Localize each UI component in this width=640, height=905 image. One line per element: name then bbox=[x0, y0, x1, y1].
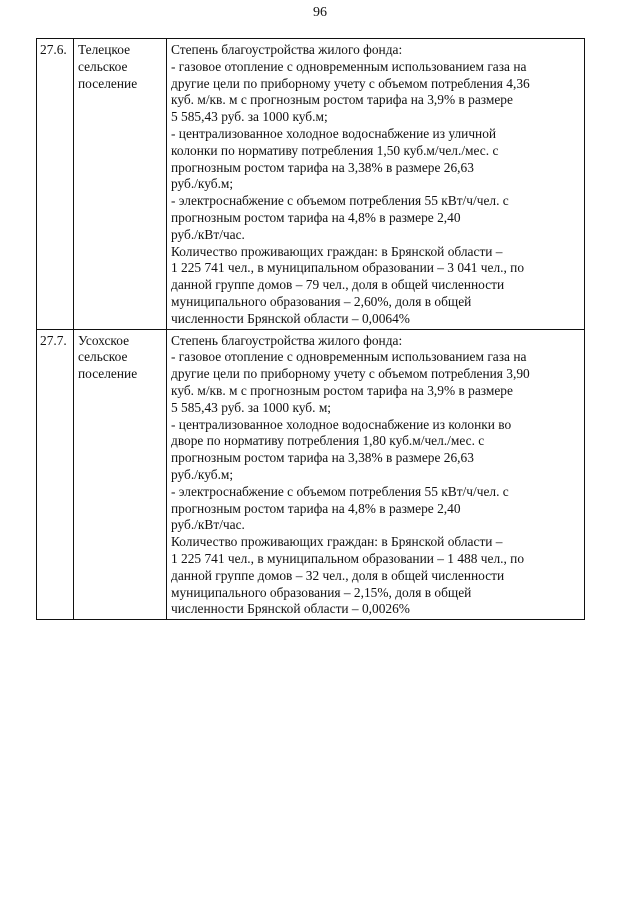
description-line: - централизованное холодное водоснабжение из колонки во bbox=[171, 416, 512, 432]
description-line: численности Брянской области – 0,0026% bbox=[171, 601, 410, 617]
row-number-cell bbox=[37, 39, 74, 330]
settlement-name-line: сельское bbox=[78, 58, 128, 74]
description-line: другие цели по приборному учету с объемом потребления 4,36 bbox=[171, 75, 530, 91]
description-line: другие цели по приборному учету с объемом потребления 3,90 bbox=[171, 366, 530, 382]
description-line: руб./кВт/час. bbox=[171, 226, 245, 242]
description-line: - газовое отопление с одновременным использованием газа на bbox=[171, 349, 527, 365]
description-line: руб./куб.м; bbox=[171, 176, 234, 192]
description-line: - газовое отопление с одновременным использованием газа на bbox=[171, 58, 527, 74]
page-number: 96 bbox=[313, 5, 327, 20]
settlement-name-line: сельское bbox=[78, 349, 128, 365]
description-line: - электроснабжение с объемом потребления 55 кВт/ч/чел. с bbox=[171, 483, 509, 499]
description-line: 5 585,43 руб. за 1000 куб. м; bbox=[171, 399, 332, 415]
description-line: 5 585,43 руб. за 1000 куб.м; bbox=[171, 109, 328, 125]
settlement-name-cell bbox=[74, 329, 167, 620]
row-number-cell bbox=[37, 329, 74, 620]
description-line: 1 225 741 чел., в муниципальном образовании – 3 041 чел., по bbox=[171, 260, 525, 276]
settlements-table bbox=[36, 38, 585, 620]
settlement-name-line: поселение bbox=[78, 75, 138, 91]
description-line: руб./кВт/час. bbox=[171, 517, 245, 533]
description-line: - централизованное холодное водоснабжение из уличной bbox=[171, 125, 497, 141]
description-line: куб. м/кв. м с прогнозным ростом тарифа на 3,9% в размере bbox=[171, 382, 513, 398]
description-line: прогнозным ростом тарифа на 3,38% в размере 26,63 bbox=[171, 159, 474, 175]
description-line: прогнозным ростом тарифа на 4,8% в размере 2,40 bbox=[171, 209, 461, 225]
description-line: Степень благоустройства жилого фонда: bbox=[171, 332, 403, 348]
description-line: Количество проживающих граждан: в Брянской области – bbox=[171, 243, 503, 259]
description-line: 1 225 741 чел., в муниципальном образовании – 1 488 чел., по bbox=[171, 550, 525, 566]
description-cell bbox=[167, 39, 585, 330]
table-row bbox=[37, 39, 585, 330]
description-line: куб. м/кв. м с прогнозным ростом тарифа на 3,9% в размере bbox=[171, 92, 513, 108]
description-line: прогнозным ростом тарифа на 3,38% в размере 26,63 bbox=[171, 450, 474, 466]
description-line: дворе по нормативу потребления 1,80 куб.м/чел./мес. с bbox=[171, 433, 485, 449]
description-line: руб./куб.м; bbox=[171, 466, 234, 482]
row-number: 27.7. bbox=[40, 332, 67, 348]
description-line: Количество проживающих граждан: в Брянской области – bbox=[171, 534, 503, 550]
description-line: данной группе домов – 32 чел., доля в общей численности bbox=[171, 567, 505, 583]
description-line: численности Брянской области – 0,0064% bbox=[171, 310, 410, 326]
settlement-name-line: поселение bbox=[78, 366, 138, 382]
description-cell bbox=[167, 329, 585, 620]
table-row bbox=[37, 329, 585, 620]
settlement-name-cell bbox=[74, 39, 167, 330]
description-line: Степень благоустройства жилого фонда: bbox=[171, 42, 403, 57]
description-line: муниципального образования – 2,60%, доля в общей bbox=[171, 293, 472, 309]
settlement-name-line: Усохское bbox=[78, 332, 130, 348]
description-line: колонки по нормативу потребления 1,50 куб.м/чел./мес. с bbox=[171, 142, 499, 158]
description-line: данной группе домов – 79 чел., доля в общей численности bbox=[171, 277, 505, 293]
description-line: прогнозным ростом тарифа на 4,8% в размере 2,40 bbox=[171, 500, 461, 516]
settlement-name-line: Телецкое bbox=[78, 42, 131, 57]
row-number: 27.6. bbox=[40, 42, 67, 57]
description-line: - электроснабжение с объемом потребления 55 кВт/ч/чел. с bbox=[171, 193, 509, 209]
description-line: муниципального образования – 2,15%, доля в общей bbox=[171, 584, 472, 600]
